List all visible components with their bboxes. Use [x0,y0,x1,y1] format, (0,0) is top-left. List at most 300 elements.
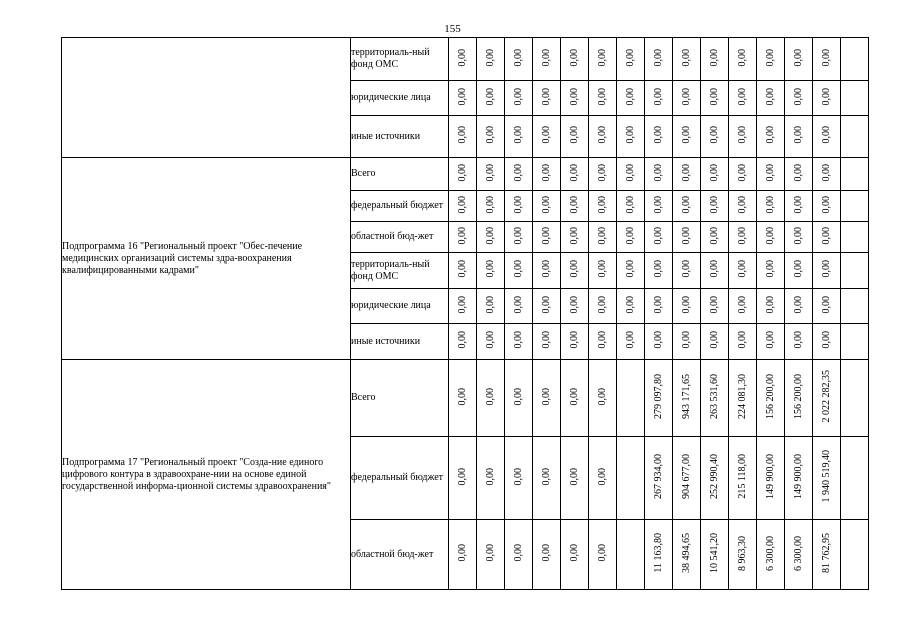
cell-value: 0,00 [681,260,692,278]
value-cell [645,158,673,191]
cell-value: 0,00 [485,387,496,406]
value-cell [645,289,673,324]
value-cell [617,191,645,222]
cell-value: 215 118,00 [737,454,748,499]
value-cell [813,253,841,289]
value-cell [841,360,869,437]
cell-value: 0,00 [709,126,720,144]
cell-value: 0,00 [541,544,552,562]
value-cell [841,520,869,590]
value-cell [645,324,673,360]
cell-value: 0,00 [569,544,580,562]
value-cell [673,289,701,324]
value-cell [477,191,505,222]
cell-value: 0,00 [597,544,608,562]
cell-value: 0,00 [513,295,524,314]
value-cell [477,253,505,289]
cell-value: 0,00 [485,87,496,106]
funding-source-cell: иные источники [351,116,449,158]
value-cell [477,81,505,116]
value-cell [505,437,533,520]
cell-value: 0,00 [597,387,608,406]
cell-value: 0,00 [793,331,804,349]
value-cell [477,158,505,191]
cell-value: 0,00 [709,48,720,67]
cell-value: 0,00 [513,544,524,562]
cell-value: 279 097,80 [653,374,664,419]
value-cell [673,158,701,191]
value-cell [701,81,729,116]
cell-value: 6 300,00 [765,535,776,571]
cell-value: 0,00 [597,331,608,349]
value-cell [841,324,869,360]
cell-value: 0,00 [709,87,720,106]
cell-value: 0,00 [765,126,776,144]
cell-value: 0,00 [653,195,664,214]
value-cell [561,437,589,520]
cell-value: 0,00 [541,87,552,106]
cell-value: 0,00 [765,163,776,182]
cell-value: 263 531,60 [709,374,720,419]
value-cell [533,289,561,324]
value-cell [589,289,617,324]
cell-value: 0,00 [457,295,468,314]
cell-value: 149 900,00 [793,454,804,499]
value-cell [645,520,673,590]
cell-value: 0,00 [485,467,496,486]
value-cell [757,437,785,520]
cell-value: 0,00 [737,87,748,106]
page-number: 155 [444,23,461,35]
value-cell [645,360,673,437]
value-cell [701,360,729,437]
value-cell [673,191,701,222]
cell-value: 0,00 [485,331,496,349]
value-cell [673,253,701,289]
value-cell [813,360,841,437]
cell-value: 0,00 [513,195,524,214]
value-cell [701,289,729,324]
cell-value: 0,00 [737,195,748,214]
value-cell [589,38,617,81]
cell-value: 0,00 [513,126,524,144]
value-cell [785,324,813,360]
value-cell [561,253,589,289]
cell-value: 0,00 [457,195,468,214]
value-cell [449,191,477,222]
cell-value: 0,00 [765,295,776,314]
value-cell [589,360,617,437]
value-cell [673,360,701,437]
value-cell [477,360,505,437]
value-cell [757,360,785,437]
value-cell [561,81,589,116]
value-cell [813,191,841,222]
value-cell [477,324,505,360]
cell-value: 0,00 [513,226,524,245]
value-cell [589,116,617,158]
value-cell [785,360,813,437]
value-cell [785,437,813,520]
cell-value: 0,00 [597,126,608,144]
cell-value: 0,00 [625,331,636,349]
cell-value: 0,00 [793,195,804,214]
funding-source-cell: территориаль-ный фонд ОМС [351,253,449,289]
value-cell [533,116,561,158]
value-cell [617,222,645,253]
cell-value: 0,00 [597,226,608,245]
funding-source-cell: юридические лица [351,81,449,116]
value-cell [813,437,841,520]
value-cell [701,158,729,191]
value-cell [785,158,813,191]
value-cell [841,222,869,253]
value-cell [645,81,673,116]
cell-value: 0,00 [625,260,636,278]
cell-value: 0,00 [821,226,832,245]
value-cell [785,116,813,158]
value-cell [813,222,841,253]
cell-value: 0,00 [541,163,552,182]
table-row [62,360,869,437]
value-cell [757,191,785,222]
cell-value: 0,00 [653,48,664,67]
value-cell [561,360,589,437]
value-cell [561,191,589,222]
cell-value: 0,00 [569,467,580,486]
value-cell [449,158,477,191]
value-cell [477,38,505,81]
cell-value: 10 541,20 [709,533,720,573]
value-cell [477,222,505,253]
cell-value: 0,00 [653,126,664,144]
table-row [62,158,869,191]
cell-value: 0,00 [821,195,832,214]
cell-value: 0,00 [457,331,468,349]
cell-value: 0,00 [625,195,636,214]
cell-value: 0,00 [821,48,832,67]
value-cell [505,158,533,191]
cell-value: 0,00 [625,163,636,182]
value-cell [813,324,841,360]
value-cell [589,253,617,289]
funding-source-cell: Всего [351,158,449,191]
value-cell [757,324,785,360]
funding-source-cell: иные источники [351,324,449,360]
cell-value: 0,00 [597,87,608,106]
value-cell [645,191,673,222]
value-cell [757,253,785,289]
cell-value: 0,00 [457,226,468,245]
value-cell [589,191,617,222]
value-cell [505,253,533,289]
cell-value: 0,00 [625,295,636,314]
value-cell [561,520,589,590]
value-cell [673,437,701,520]
empty-cell [617,437,645,520]
value-cell [729,222,757,253]
value-cell [533,253,561,289]
value-cell [813,38,841,81]
cell-value: 904 677,00 [681,454,692,499]
value-cell [729,437,757,520]
value-cell [673,81,701,116]
funding-source-cell: областной бюд-жет [351,222,449,253]
cell-value: 0,00 [513,331,524,349]
cell-value: 0,00 [457,126,468,144]
cell-value: 0,00 [457,544,468,562]
value-cell [757,289,785,324]
value-cell [533,191,561,222]
value-cell [505,116,533,158]
value-cell [533,81,561,116]
value-cell [757,38,785,81]
cell-value: 0,00 [821,163,832,182]
cell-value: 0,00 [513,163,524,182]
value-cell [533,437,561,520]
empty-cell [617,520,645,590]
cell-value: 0,00 [597,295,608,314]
funding-table [61,37,869,590]
cell-value: 0,00 [569,331,580,349]
cell-value: 0,00 [541,195,552,214]
cell-value: 0,00 [681,48,692,67]
value-cell [561,222,589,253]
cell-value: 267 934,00 [653,454,664,499]
cell-value: 0,00 [457,467,468,486]
cell-value: 0,00 [709,195,720,214]
cell-value: 1 940 519,40 [821,450,832,503]
value-cell [617,324,645,360]
cell-value: 0,00 [541,126,552,144]
cell-value: 0,00 [541,467,552,486]
cell-value: 0,00 [737,295,748,314]
value-cell [533,520,561,590]
value-cell [757,81,785,116]
cell-value: 0,00 [485,126,496,144]
value-cell [477,520,505,590]
value-cell [701,222,729,253]
cell-value: 2 022 282,35 [821,370,832,423]
value-cell [673,116,701,158]
funding-source-cell: федеральный бюджет [351,437,449,520]
cell-value: 0,00 [513,467,524,486]
value-cell [449,81,477,116]
cell-value: 0,00 [457,260,468,278]
cell-value: 11 163,80 [653,533,664,573]
value-cell [841,289,869,324]
value-cell [785,222,813,253]
cell-value: 0,00 [765,48,776,67]
value-cell [701,324,729,360]
cell-value: 0,00 [681,295,692,314]
value-cell [505,81,533,116]
value-cell [505,289,533,324]
cell-value: 0,00 [485,195,496,214]
cell-value: 0,00 [653,87,664,106]
cell-value: 0,00 [821,260,832,278]
funding-source-cell: федеральный бюджет [351,191,449,222]
cell-value: 81 762,95 [821,533,832,573]
cell-value: 0,00 [625,48,636,67]
value-cell [533,360,561,437]
cell-value: 0,00 [513,48,524,67]
value-cell [617,289,645,324]
cell-value: 0,00 [821,126,832,144]
value-cell [617,158,645,191]
cell-value: 0,00 [569,295,580,314]
cell-value: 0,00 [625,226,636,245]
value-cell [841,38,869,81]
cell-value: 0,00 [681,195,692,214]
cell-value: 0,00 [597,260,608,278]
value-cell [617,81,645,116]
value-cell [505,191,533,222]
cell-value: 0,00 [737,126,748,144]
cell-value: 0,00 [709,226,720,245]
cell-value: 0,00 [793,126,804,144]
cell-value: 0,00 [625,126,636,144]
cell-value: 8 963,30 [737,535,748,571]
cell-value: 0,00 [653,260,664,278]
value-cell [533,222,561,253]
cell-value: 0,00 [457,387,468,406]
value-cell [841,437,869,520]
cell-value: 0,00 [569,260,580,278]
value-cell [505,222,533,253]
value-cell [841,253,869,289]
cell-value: 0,00 [485,226,496,245]
cell-value: 0,00 [653,163,664,182]
cell-value: 0,00 [737,48,748,67]
value-cell [701,520,729,590]
cell-value: 0,00 [513,387,524,406]
program-name-cell: Подпрограмма 17 "Региональный проект "Созда-ние единого цифрового контура в здравоохране-нии на основе единой государственной информа-ционной системы здравоохранения" [62,360,351,590]
value-cell [813,289,841,324]
cell-value: 0,00 [737,163,748,182]
value-cell [617,38,645,81]
value-cell [589,324,617,360]
value-cell [729,289,757,324]
cell-value: 0,00 [485,544,496,562]
cell-value: 0,00 [485,295,496,314]
cell-value: 0,00 [821,295,832,314]
value-cell [533,158,561,191]
value-cell [449,253,477,289]
value-cell [477,437,505,520]
value-cell [449,116,477,158]
value-cell [645,222,673,253]
cell-value: 0,00 [653,331,664,349]
cell-value: 156 200,00 [765,374,776,419]
cell-value: 0,00 [737,260,748,278]
cell-value: 0,00 [513,87,524,106]
value-cell [477,289,505,324]
cell-value: 0,00 [765,260,776,278]
cell-value: 0,00 [569,226,580,245]
cell-value: 0,00 [485,260,496,278]
cell-value: 0,00 [541,226,552,245]
cell-value: 6 300,00 [793,535,804,571]
value-cell [729,191,757,222]
value-cell [645,116,673,158]
value-cell [589,222,617,253]
value-cell [673,324,701,360]
cell-value: 0,00 [541,331,552,349]
cell-value: 0,00 [709,331,720,349]
cell-value: 38 494,65 [681,533,692,573]
value-cell [449,360,477,437]
cell-value: 0,00 [793,87,804,106]
value-cell [589,437,617,520]
value-cell [813,81,841,116]
value-cell [561,289,589,324]
value-cell [449,38,477,81]
cell-value: 0,00 [569,163,580,182]
cell-value: 0,00 [765,195,776,214]
cell-value: 149 900,00 [765,454,776,499]
table-row [62,38,869,81]
cell-value: 0,00 [793,260,804,278]
cell-value: 0,00 [541,260,552,278]
cell-value: 0,00 [569,48,580,67]
value-cell [729,38,757,81]
value-cell [813,158,841,191]
cell-value: 0,00 [513,260,524,278]
value-cell [533,324,561,360]
funding-source-cell: территориаль-ный фонд ОМС [351,38,449,81]
value-cell [757,116,785,158]
value-cell [645,253,673,289]
cell-value: 0,00 [569,387,580,406]
value-cell [673,222,701,253]
value-cell [673,520,701,590]
cell-value: 0,00 [653,226,664,245]
value-cell [449,289,477,324]
value-cell [841,116,869,158]
cell-value: 0,00 [597,163,608,182]
cell-value: 0,00 [653,295,664,314]
program-name-cell [62,38,351,158]
value-cell [757,222,785,253]
cell-value: 0,00 [569,126,580,144]
cell-value: 0,00 [457,163,468,182]
cell-value: 0,00 [765,87,776,106]
funding-source-cell: областной бюд-жет [351,520,449,590]
value-cell [785,289,813,324]
funding-source-cell: юридические лица [351,289,449,324]
cell-value: 0,00 [709,295,720,314]
cell-value: 0,00 [681,226,692,245]
value-cell [505,38,533,81]
cell-value: 0,00 [541,387,552,406]
cell-value: 0,00 [625,87,636,106]
value-cell [645,437,673,520]
cell-value: 0,00 [569,87,580,106]
value-cell [841,191,869,222]
value-cell [477,116,505,158]
cell-value: 0,00 [765,331,776,349]
value-cell [449,437,477,520]
cell-value: 0,00 [737,331,748,349]
value-cell [449,520,477,590]
value-cell [505,520,533,590]
cell-value: 0,00 [765,226,776,245]
value-cell [589,81,617,116]
cell-value: 0,00 [737,226,748,245]
cell-value: 0,00 [681,331,692,349]
cell-value: 224 081,30 [737,374,748,419]
